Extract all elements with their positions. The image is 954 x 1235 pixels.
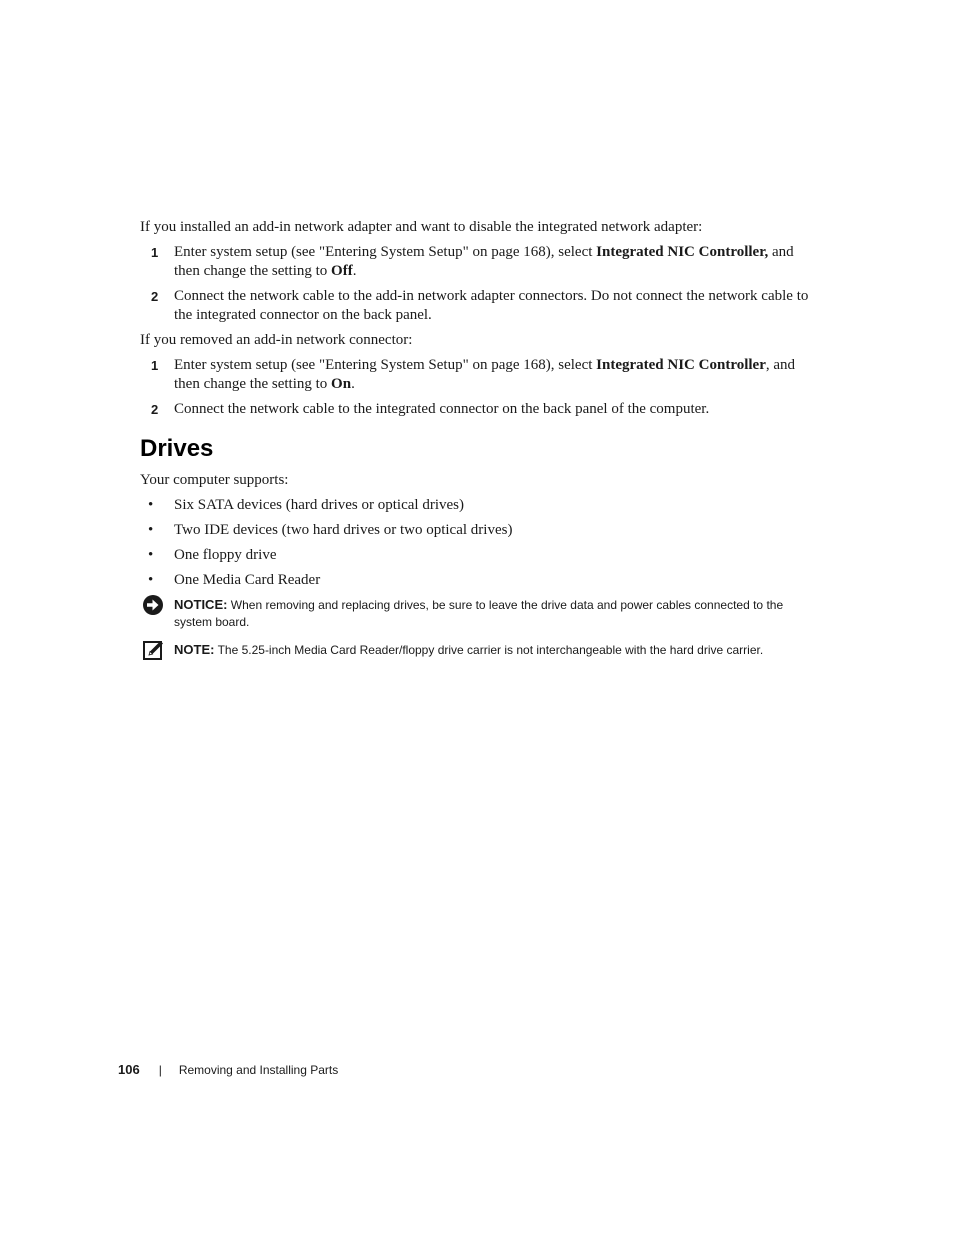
step-text: Enter system setup (see "Entering System Setup" on page 168), select Integrated NIC Controller, and then change the setting to Off. — [174, 244, 794, 279]
step-text: Enter system setup (see "Entering System Setup" on page 168), select Integrated NIC Controller, and then change the setting to On. — [174, 357, 796, 392]
step-a-2 — [140, 287, 815, 325]
list-item-text: Two IDE devices (two hard drives or two optical drives) — [174, 522, 513, 538]
notice-icon — [140, 596, 174, 631]
step-a-1 — [140, 243, 815, 281]
bullet-mark: • — [148, 572, 154, 588]
setting-value: On — [331, 376, 352, 392]
intro-removed-connector: If you removed an add-in network connector: — [140, 332, 413, 348]
setting-name: Integrated NIC Controller, — [596, 244, 769, 260]
list-item — [140, 571, 815, 590]
list-item — [140, 521, 815, 540]
note-text: NOTE: The 5.25-inch Media Card Reader/floppy drive carrier is not interchangeable with the hard drive carrier. — [174, 642, 764, 657]
note-pencil-icon — [140, 641, 174, 659]
note-block — [140, 641, 815, 659]
list-item-text: Six SATA devices (hard drives or optical drives) — [174, 497, 464, 513]
list-item-text: One Media Card Reader — [174, 572, 321, 588]
step-number: 1 — [151, 358, 159, 373]
supports-intro: Your computer supports: — [140, 472, 289, 488]
setting-name: Integrated NIC Controller — [596, 357, 766, 373]
list-item — [140, 546, 815, 565]
notice-text: NOTICE: When removing and replacing drives, be sure to leave the drive data and power cables connected to the system board. — [174, 597, 784, 629]
note-label: NOTE: — [174, 642, 215, 657]
step-number: 2 — [151, 402, 159, 417]
footer-separator: | — [158, 1063, 162, 1077]
setting-value: Off — [331, 263, 353, 279]
step-text: Connect the network cable to the add-in network adapter connectors. Do not connect the network cable to the integrated connector on the back panel. — [174, 288, 809, 323]
bullet-mark: • — [148, 497, 154, 513]
chapter-title: Removing and Installing Parts — [178, 1063, 339, 1077]
page-number: 106 — [118, 1062, 140, 1077]
step-text: Connect the network cable to the integrated connector on the back panel of the computer. — [174, 401, 710, 417]
notice-block — [140, 596, 815, 631]
section-title-drives: Drives — [140, 435, 214, 462]
list-item-text: One floppy drive — [174, 547, 277, 563]
step-b-1 — [140, 356, 815, 394]
page-footer — [118, 1062, 338, 1078]
step-b-2 — [140, 400, 815, 419]
bullet-mark: • — [148, 522, 154, 538]
bullet-mark: • — [148, 547, 154, 563]
step-number: 2 — [151, 289, 159, 304]
page-content — [140, 218, 815, 669]
notice-label: NOTICE: — [174, 597, 228, 612]
step-number: 1 — [151, 245, 159, 260]
list-item — [140, 496, 815, 515]
intro-installed-adapter: If you installed an add-in network adapter and want to disable the integrated network adapter: — [140, 219, 703, 235]
